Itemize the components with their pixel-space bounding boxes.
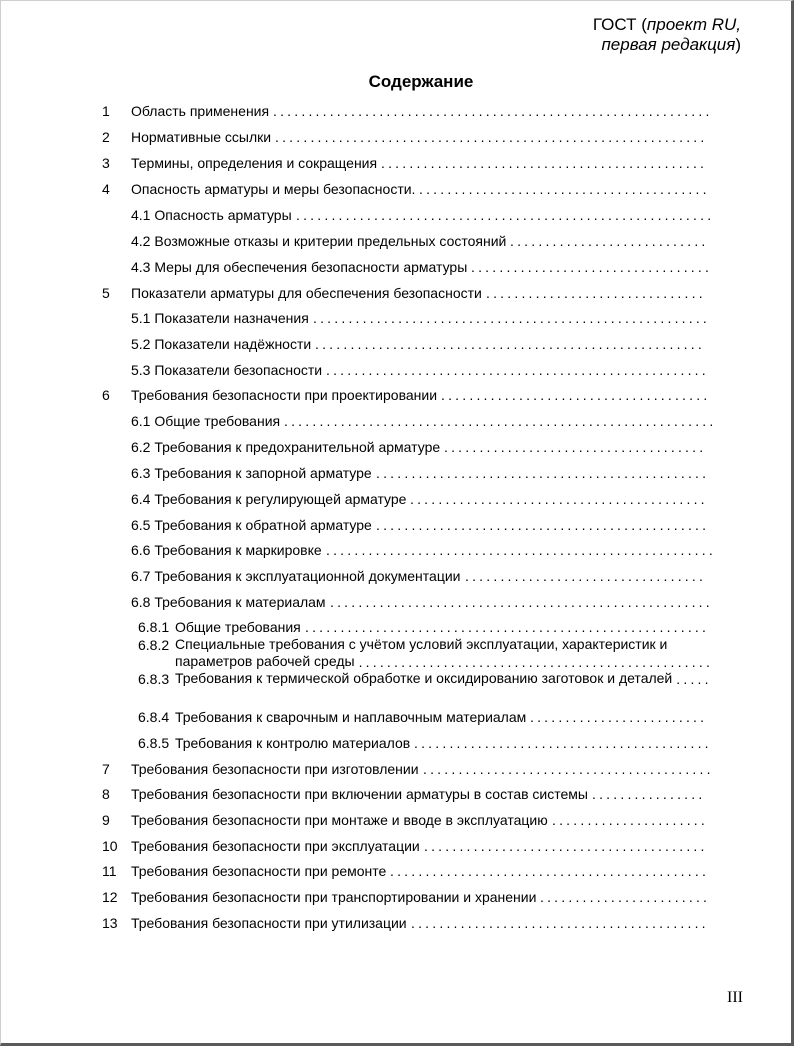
toc-entry-title: 5.3 Показатели безопасности	[131, 362, 323, 378]
toc-entry-number: 10	[102, 838, 118, 854]
toc-entry-title: Требования безопасности при ремонте	[131, 863, 387, 879]
toc-leader-dots: .............................................	[390, 863, 710, 879]
toc-entry-title: 4.1 Опасность арматуры	[131, 207, 292, 223]
toc-entry-title: 6.6 Требования к маркировке	[131, 542, 322, 558]
toc-entry-number: 9	[102, 812, 110, 828]
toc-leader-dots: ...............................................	[376, 465, 710, 481]
toc-leader-dots: ..........................................	[414, 735, 712, 751]
header-line-1	[593, 15, 741, 35]
toc-leader-dots: ...............................	[486, 285, 706, 301]
toc-entry-number: 4	[102, 181, 110, 197]
toc-leader-dots: ............................	[510, 233, 709, 249]
toc-entry-number: 6.8.1	[138, 619, 170, 635]
toc-entry-title: Нормативные ссылки	[131, 129, 272, 145]
toc-entry-title: 4.3 Меры для обеспечения безопасности арматуры	[131, 259, 468, 275]
toc-entry-title: Область применения	[131, 103, 270, 119]
toc-leader-dots: .............................................................	[275, 129, 708, 145]
toc-entry-number: 7	[102, 761, 110, 777]
toc-leader-dots: .......................................................	[315, 336, 705, 352]
toc-leader-dots: ......................	[552, 812, 708, 828]
toc-entry-title: Требования безопасности при утилизации	[131, 915, 407, 931]
header-edition: первая редакция	[601, 35, 736, 54]
toc-entry-title: 6.4 Требования к регулирующей арматуре	[131, 491, 407, 507]
toc-leader-dots: ..................................................	[358, 654, 714, 670]
toc-leader-dots: ........................................	[424, 838, 708, 854]
toc-entry-number: 6.8.2	[138, 637, 170, 653]
header-line-2	[593, 35, 741, 55]
toc-entry-title: Специальные требования с учётом условий эксплуатации, характеристик и параметров рабочей среды	[175, 636, 668, 669]
toc-leader-dots: .........................	[530, 709, 708, 725]
toc-entry-number: 1	[102, 103, 110, 119]
header-prefix: ГОСТ (	[592, 15, 647, 34]
toc-entry-title: 6.2 Требования к предохранительной арматуре	[131, 439, 441, 455]
toc-entry-title: 6.3 Требования к запорной арматуре	[131, 465, 372, 481]
page-number: III	[727, 989, 743, 1006]
toc-entry-number: 6.8.5	[138, 735, 170, 751]
toc-entry-title: Требования безопасности при включении арматуры в состав системы	[131, 786, 588, 802]
toc-entry-number: 2	[102, 129, 110, 145]
toc-title: Содержание	[368, 72, 474, 91]
toc-entry-number: 6.8.4	[138, 709, 170, 725]
toc-entry-title: Требования безопасности при транспортировании и хранении	[131, 889, 537, 905]
header-project: проект RU,	[646, 15, 741, 34]
toc-entry-number: 3	[102, 155, 110, 171]
toc-entry-title: 6.7 Требования к эксплуатационной документации	[131, 568, 461, 584]
toc-leader-dots: .....	[676, 671, 712, 687]
toc-entry-title: 6.8 Требования к материалам	[131, 594, 326, 610]
toc-leader-dots: ........................	[540, 889, 711, 905]
toc-leader-dots: ......................................................	[330, 594, 713, 610]
toc-leader-dots: .........................................................	[305, 619, 710, 635]
toc-leader-dots: .....................................	[444, 439, 707, 455]
toc-entry-title: 5.2 Показатели надёжности	[131, 336, 312, 352]
toc-entry-title: Требования к сварочным и наплавочным материалам	[175, 709, 527, 725]
toc-leader-dots: ......................................	[441, 387, 711, 403]
toc-entry-title: 5.1 Показатели назначения	[131, 310, 309, 326]
toc-entry-number: 6.8.3	[138, 671, 170, 687]
toc-entry-title: 6.1 Общие требования	[131, 413, 281, 429]
toc-entry-title: Требования безопасности при проектировании	[131, 387, 438, 403]
toc-entry-number: 6	[102, 387, 110, 403]
toc-leader-dots: .............................................................	[284, 413, 717, 429]
toc-leader-dots: ...............................................	[376, 517, 710, 533]
toc-entry-number: 5	[102, 285, 110, 301]
toc-entry-title: Термины, определения и сокращения	[131, 155, 378, 171]
toc-leader-dots: ...........................................................	[296, 207, 715, 223]
toc-entry-title: Требования безопасности при изготовлении	[131, 761, 419, 777]
toc-leader-dots: ..........................................	[411, 915, 709, 931]
toc-entry-title: Общие требования	[175, 619, 301, 635]
toc-leader-dots: ..............................................	[381, 155, 708, 171]
toc-leader-dots: .........................................	[419, 181, 710, 197]
toc-entry-title: 4.2 Возможные отказы и критерии предельных состояний	[131, 233, 507, 249]
toc-entry-title: Требования безопасности при монтаже и вводе в эксплуатацию	[131, 812, 548, 828]
toc-entry-number: 11	[102, 863, 117, 879]
toc-leader-dots: ..............................................................	[273, 103, 713, 119]
toc-entry-title: Опасность арматуры и меры безопасности.	[131, 181, 416, 197]
toc-entry-number: 8	[102, 786, 110, 802]
toc-leader-dots: ................	[592, 786, 706, 802]
toc-entry-title: 6.5 Требования к обратной арматуре	[131, 517, 372, 533]
toc-leader-dots: ..................................	[465, 568, 707, 584]
toc-leader-dots: .........................................	[423, 761, 714, 777]
header-suffix: )	[735, 35, 741, 54]
toc-leader-dots: ..........................................	[410, 491, 708, 507]
toc-entry-title: Показатели арматуры для обеспечения безопасности	[131, 285, 482, 301]
toc-entry-title: Требования к контролю материалов	[175, 735, 411, 751]
toc-leader-dots: ......................................................	[326, 362, 709, 378]
toc-entry-number: 13	[102, 915, 118, 931]
toc-leader-dots: ........................................................	[313, 310, 711, 326]
toc-leader-dots: .......................................................	[326, 542, 716, 558]
document-header	[593, 15, 741, 55]
toc-entry-number: 12	[102, 889, 118, 905]
toc-leader-dots: ..................................	[471, 259, 713, 275]
toc-entry-title: Требования безопасности при эксплуатации	[131, 838, 420, 854]
toc-entry-title: Требования к термической обработке и оксидированию заготовок и деталей	[175, 670, 673, 686]
